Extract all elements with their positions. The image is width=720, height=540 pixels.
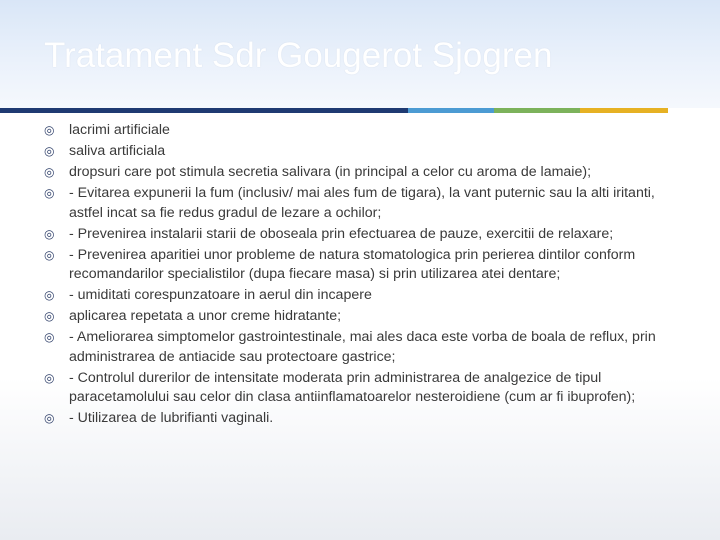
bullet-text: - Utilizarea de lubrifianti vaginali. [69,410,274,426]
bullet-text: - Ameliorarea simptomelor gastrointestinale, mai ales daca este vorba de boala de reflux, prin administrarea de antiacide sau protectoare gastrice; [69,329,656,365]
ring-bullet-icon: ◎ [44,411,55,425]
bullet-text: - Controlul durerilor de intensitate moderata prin administrarea de analgezice de tipul paracetamolului sau celor din clasa antiinflamatoarelor nesteroidiene (cum ar fi ibuprofen); [69,369,636,405]
ring-bullet-icon: ◎ [44,165,55,179]
accent-stripe-blue [408,108,494,113]
bullet-item [44,121,684,141]
bullet-text: - umiditati corespunzatoare in aerul din incapere [69,287,372,303]
bullet-item [44,328,684,367]
bullet-item [44,225,684,245]
bullet-text: - Prevenirea instalarii starii de oboseala prin efectuarea de pauze, exercitii de relaxare; [69,225,614,242]
bullet-item [44,286,684,306]
ring-bullet-icon: ◎ [44,330,55,344]
accent-stripe-gold [580,108,668,113]
accent-stripe-green [494,108,580,113]
bullet-text: aplicarea repetata a unor creme hidratante; [69,308,342,324]
accent-stripe-navy [0,108,408,113]
bullet-text: dropsuri care pot stimula secretia salivara (in principal a celor cu aroma de lamaie); [69,164,592,180]
bullet-item [44,246,684,285]
bullet-item [44,307,684,327]
ring-bullet-icon: ◎ [44,144,55,158]
bullet-item [44,184,684,223]
bullet-item [44,409,684,429]
bullet-item [44,142,684,162]
ring-bullet-icon: ◎ [44,247,55,262]
bullet-list [44,121,684,430]
bullet-text: - Prevenirea aparitiei unor probleme de natura stomatologica prin perierea dintilor conform recomandarilor specialistilor (dupa fiecare masa) si prin utilizarea atei dentare; [69,246,636,282]
bullet-text: lacrimi artificiale [69,122,170,138]
bullet-text: - Evitarea expunerii la fum (inclusiv/ mai ales fum de tigara), la vant puternic sau la alti iritanti, astfel incat sa fie redus gradul de lezare a ochilor; [69,185,655,221]
bullet-text: saliva artificiala [69,143,166,159]
bullet-item [44,163,684,183]
ring-bullet-icon: ◎ [44,186,55,200]
ring-bullet-icon: ◎ [44,309,55,323]
slide-title: Tratament Sdr Gougerot Sjogren [44,36,553,75]
bullet-item [44,369,684,408]
ring-bullet-icon: ◎ [44,370,55,385]
ring-bullet-icon: ◎ [44,123,55,137]
ring-bullet-icon: ◎ [44,226,55,241]
ring-bullet-icon: ◎ [44,288,55,302]
